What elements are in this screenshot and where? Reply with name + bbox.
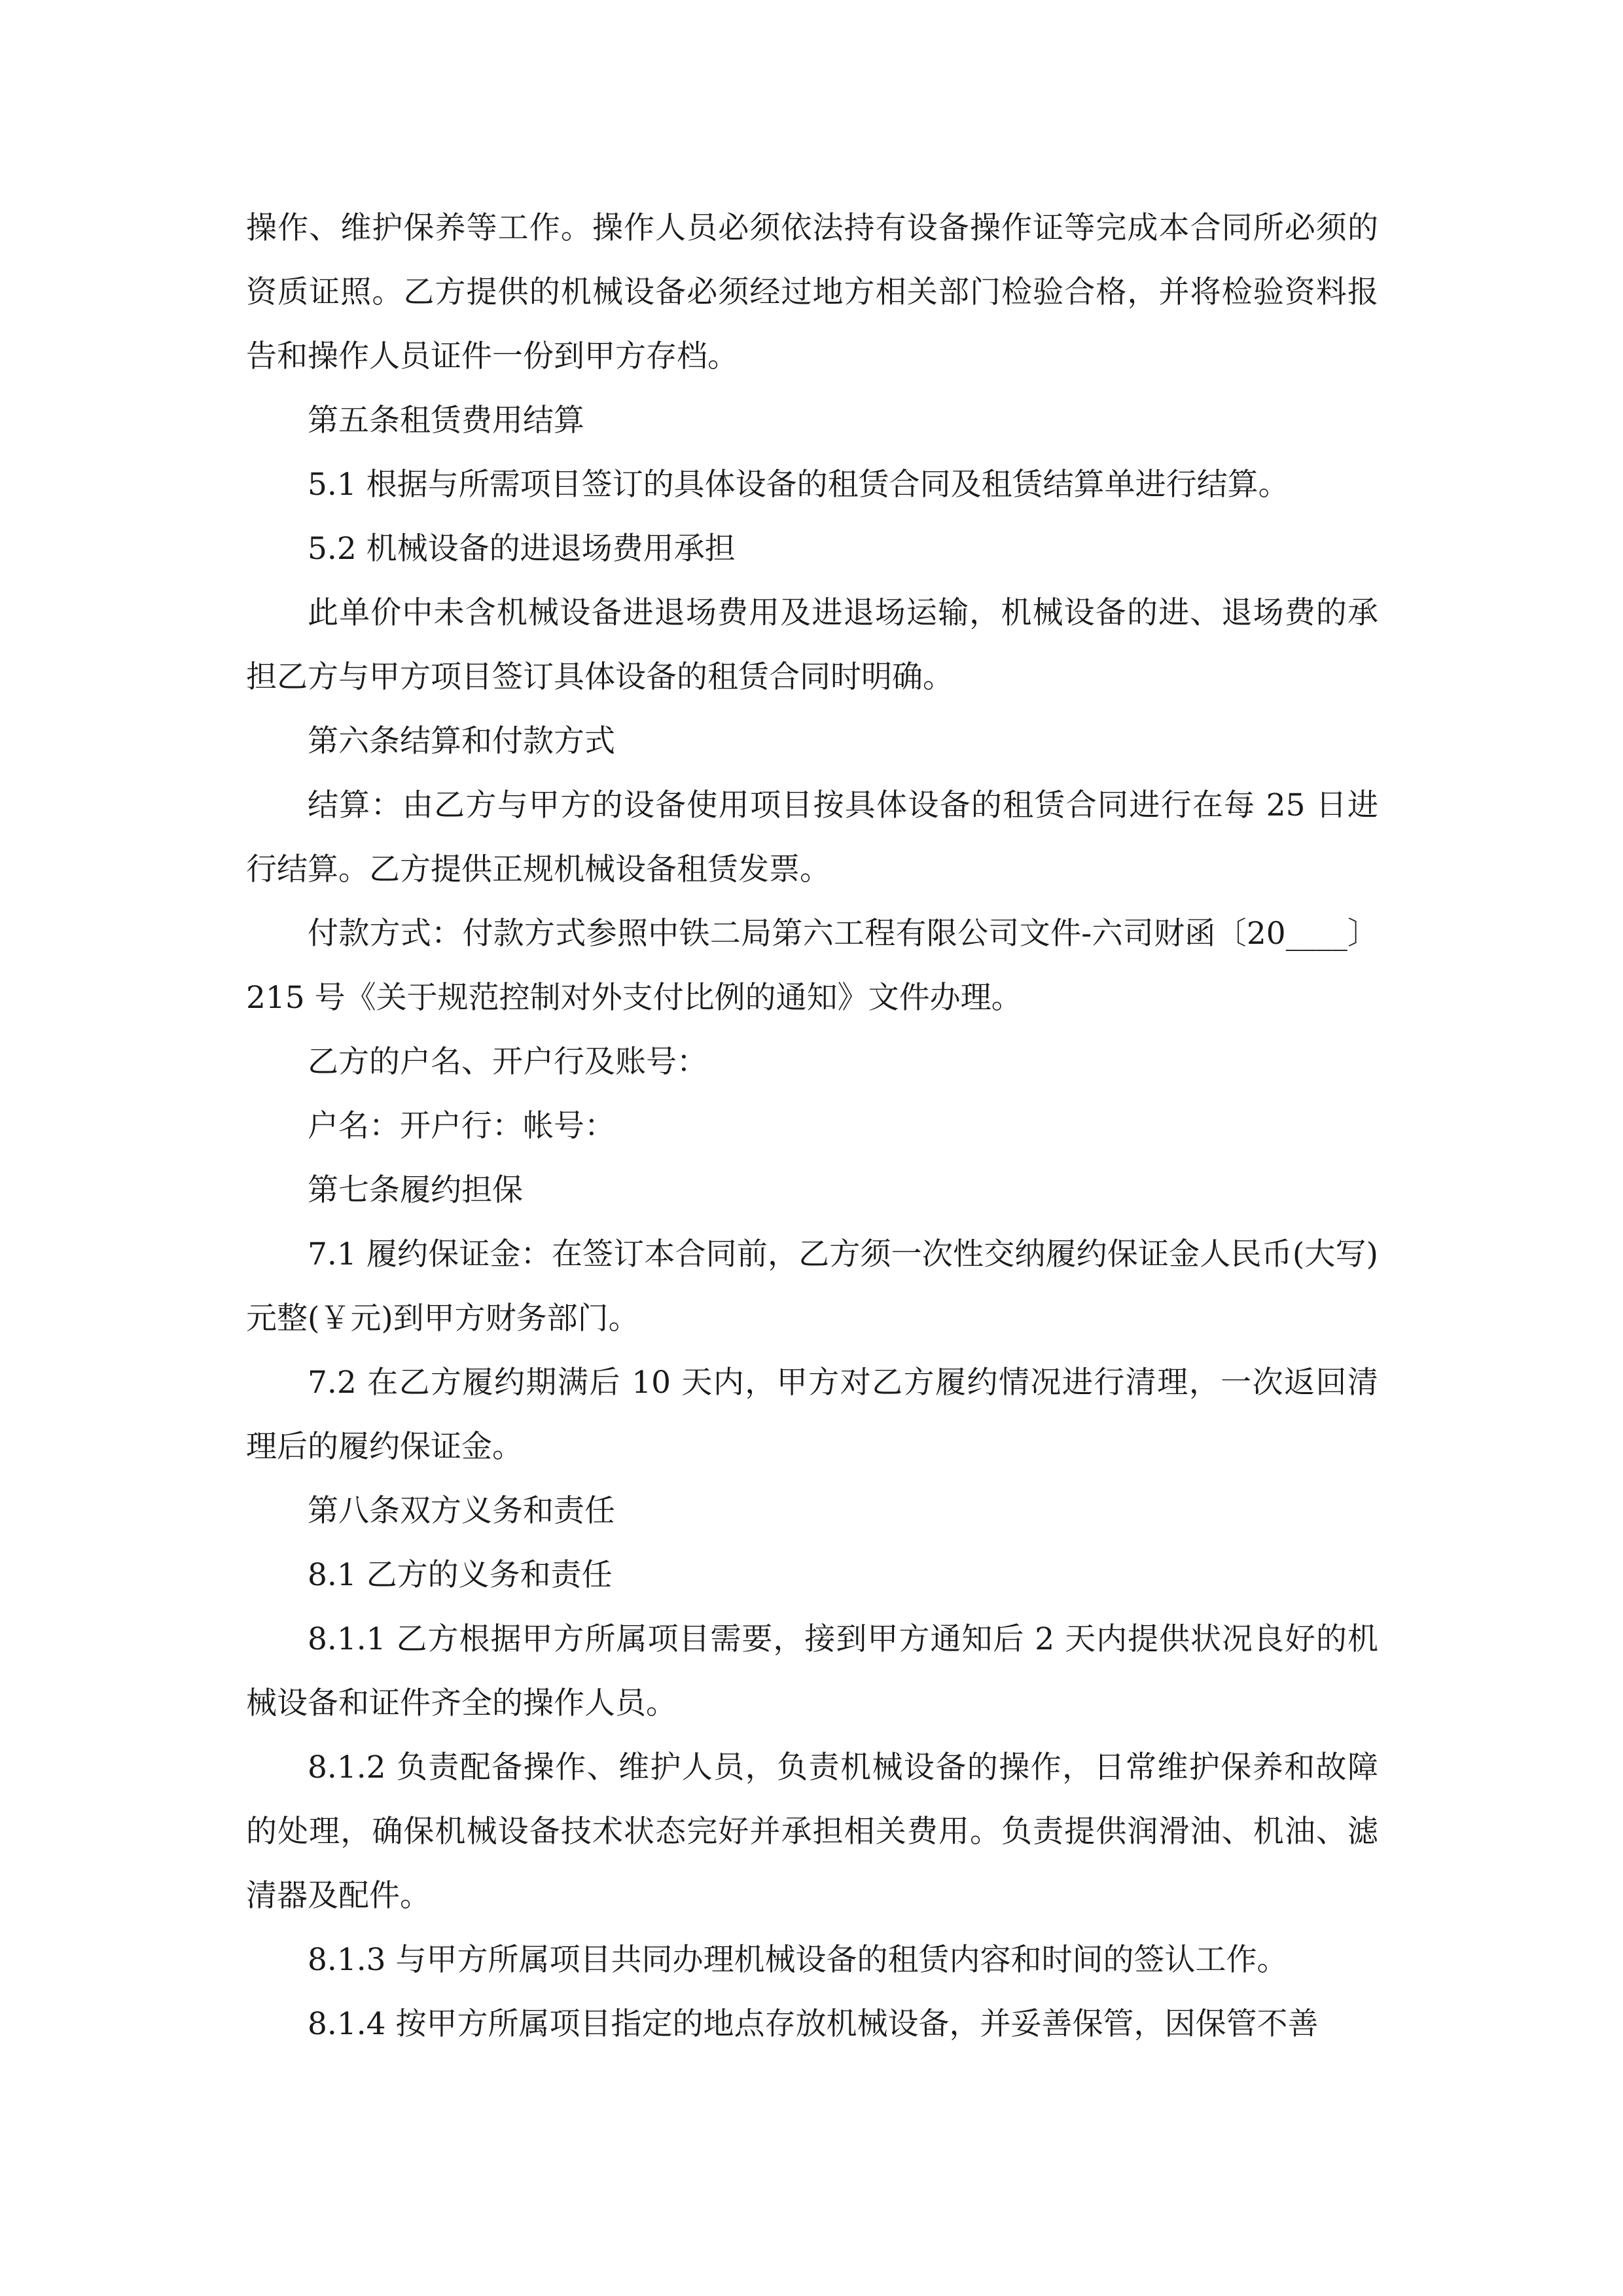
clause-7-2: 7.2 在乙方履约期满后 10 天内，甲方对乙方履约情况进行清理，一次返回清理后的履约保证金。: [246, 1365, 1378, 1465]
paragraph-account-fields: 户名：开户行：帐号：: [308, 1108, 615, 1144]
heading-article-6: 第六条结算和付款方式: [308, 723, 615, 759]
document-body: [246, 196, 1378, 2056]
clause-8-1-3: 8.1.3 与甲方所属项目共同办理机械设备的租赁内容和时间的签认工作。: [308, 1942, 1288, 1978]
heading-article-5: 第五条租赁费用结算: [308, 403, 584, 439]
clause-8-1-2: 8.1.2 负责配备操作、维护人员，负责机械设备的操作，日常维护保养和故障的处理，确保机械设备技术状态完好并承担相关费用。负责提供润滑油、机油、滤清器及配件。: [246, 1749, 1378, 1914]
clause-8-1: 8.1 乙方的义务和责任: [308, 1557, 613, 1593]
heading-article-8: 第八条双方义务和责任: [308, 1493, 615, 1529]
paragraph-payment-method: 付款方式：付款方式参照中铁二局第六工程有限公司文件-六司财函〔20____〕215 号《关于规范控制对外支付比例的通知》文件办理。: [246, 916, 1378, 1016]
heading-article-7: 第七条履约担保: [308, 1172, 523, 1208]
paragraph-entry-exit-fees: 此单价中未含机械设备进退场费用及进退场运输，机械设备的进、退场费的承担乙方与甲方项目签订具体设备的租赁合同时明确。: [246, 595, 1378, 695]
paragraph-settlement: 结算：由乙方与甲方的设备使用项目按具体设备的租赁合同进行在每 25 日进行结算。乙方提供正规机械设备租赁发票。: [246, 787, 1378, 888]
clause-8-1-4: 8.1.4 按甲方所属项目指定的地点存放机械设备，并妥善保管，因保管不善: [308, 2006, 1319, 2042]
clause-5-2: 5.2 机械设备的进退场费用承担: [308, 531, 736, 567]
clause-5-1: 5.1 根据与所需项目签订的具体设备的租赁合同及租赁结算单进行结算。: [308, 467, 1289, 503]
paragraph-account-info-label: 乙方的户名、开户行及账号：: [308, 1044, 707, 1080]
paragraph-operation-requirements: 操作、维护保养等工作。操作人员必须依法持有设备操作证等完成本合同所必须的资质证照。乙方提供的机械设备必须经过地方相关部门检验合格，并将检验资料报告和操作人员证件一份到甲方存档。: [246, 210, 1378, 374]
clause-7-1: 7.1 履约保证金：在签订本合同前，乙方须一次性交纳履约保证金人民币(大写)元整(￥元)到甲方财务部门。: [246, 1236, 1378, 1336]
clause-8-1-1: 8.1.1 乙方根据甲方所属项目需要，接到甲方通知后 2 天内提供状况良好的机械设备和证件齐全的操作人员。: [246, 1621, 1378, 1721]
